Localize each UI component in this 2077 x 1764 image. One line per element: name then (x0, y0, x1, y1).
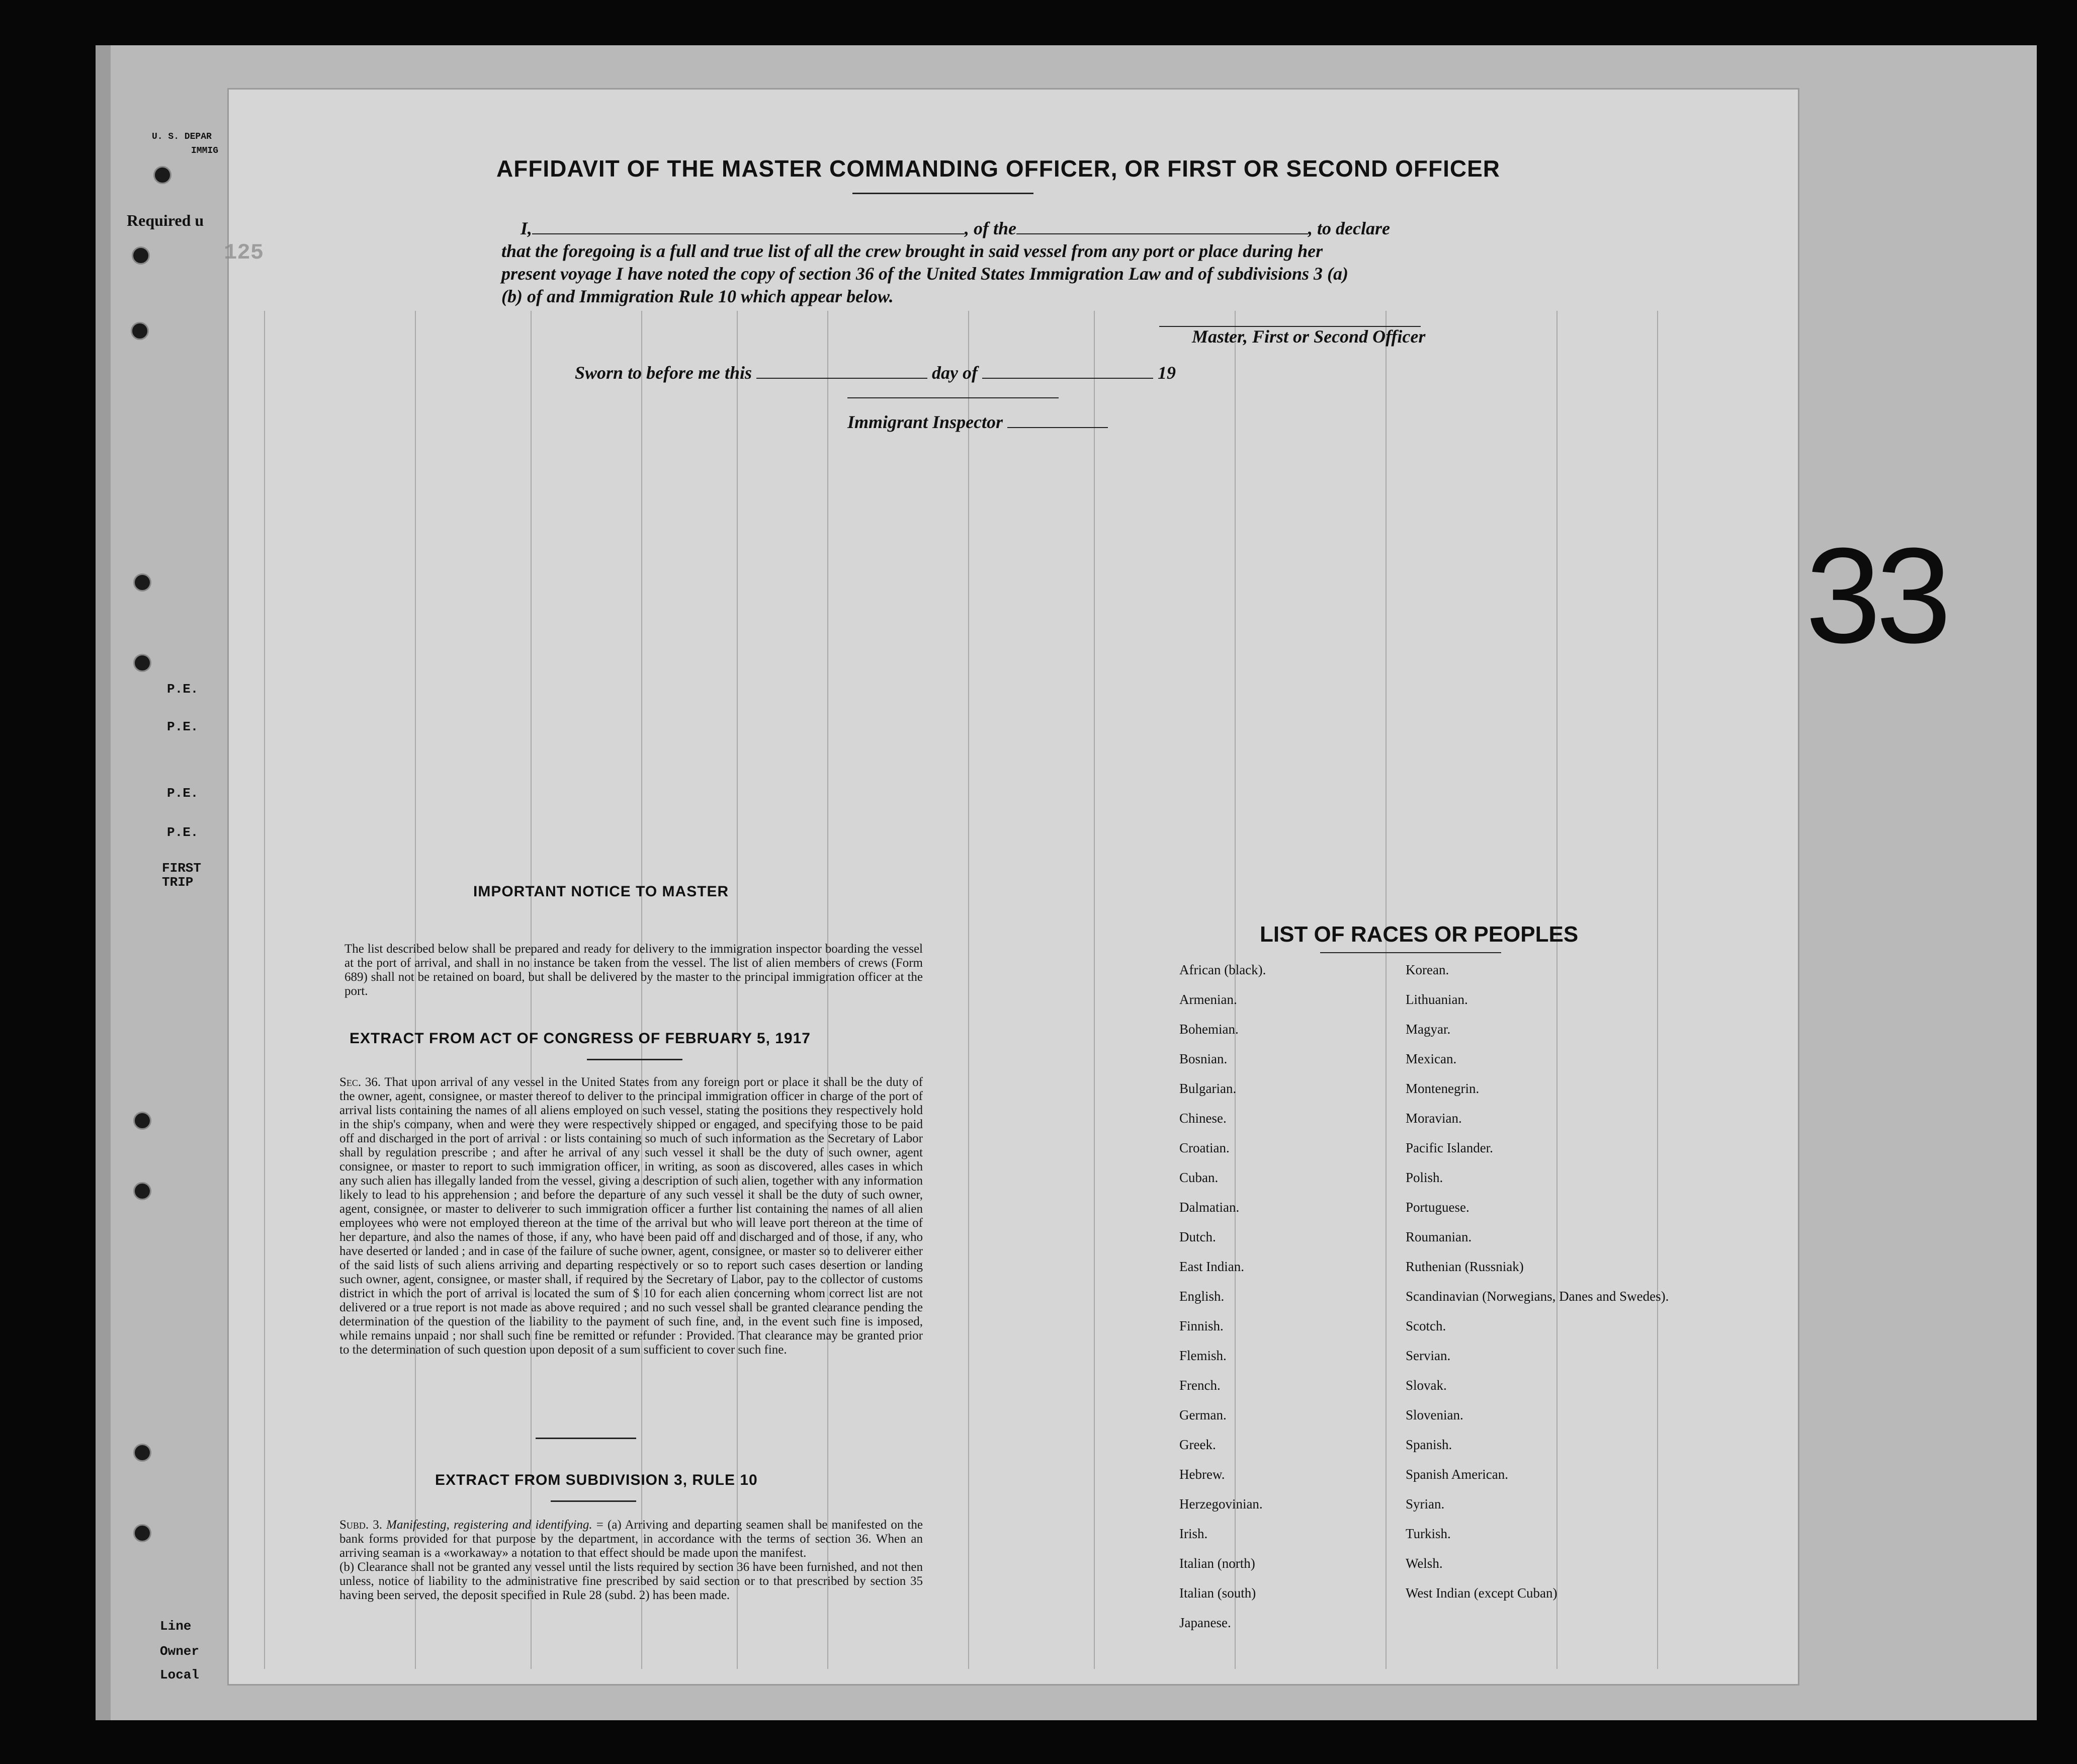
sworn-day-field[interactable] (756, 363, 927, 379)
inspector-label: Immigrant Inspector (847, 412, 1003, 432)
pe-label-3: P.E. (167, 786, 199, 801)
handwritten-page-number: 33 (1805, 520, 1947, 671)
sworn-month-field[interactable] (982, 363, 1153, 379)
race-item: English. (1179, 1289, 1225, 1304)
race-item: Greek. (1179, 1437, 1216, 1452)
rule-divider (536, 1438, 636, 1439)
of-the-text: , of the (965, 218, 1017, 238)
race-item: Croatian. (1179, 1140, 1230, 1155)
year-label: 19 (1158, 363, 1176, 383)
race-item: Scandinavian (Norwegians, Danes and Swedes). (1406, 1289, 1669, 1304)
master-signature-field[interactable] (1159, 311, 1421, 327)
sec-label: Sec. 36. (339, 1075, 381, 1089)
subd-title: Manifesting, registering and identifying. (386, 1518, 592, 1532)
race-item: Slovenian. (1406, 1407, 1463, 1422)
race-item: Finnish. (1179, 1318, 1224, 1333)
subd-label: Subd. 3. (339, 1518, 383, 1532)
act-body: That upon arrival of any vessel in the United States from any foreign port or place it shall be the duty of the owner, agent, consignee, or master thereof to deliver to the principal immigration officer in charge of the port of arrival lists containing the names of all aliens employed on such vessel, stating the positions they respectively hold in the ship's company, when and were they were respectively shipped or engaged, and specifying those to be paid off and discharged in the port of arrival : or lists containing so much of such information as the Secretary of Labor shall by regulation prescribe ; and after he arrival of any such vessel it shall be the duty of such owner, agent consignee, or master to report to such immigration officer, in writing, as soon as discovered, alles cases in which any such alien has illegally landed from the vessel, giving a description of such alien, together with any information likely to lead to his apprehension ; and before the departure of any such vessel it shall be the duty of such owner, agent, consignee, or master to deliverer to such immigration officer a further list containing the names of all alien employees who were not employed thereon at the time of the arrival but who will leave port thereon at the time of her departure, and also the names of those, if any, who have been paid off and discharged and of those, if any, who have deserted or landed ; and in case of the failure of suche owner, agent, consignee, or master so to deliverer either of the said lists of such aliens arriving and departing respectively or so to report such cases desertion or landing such owner, agent, consignee, or master shall, if required by the Secretary of Labor, pay to the collector of customs district in which the port of arrival is located the sum of $ 10 for each alien concerning whom correct list are not delivered or a true report is not made as above required ; and no such vessel shall be granted clearance pending the determination of the question of the liability to the payment of such fine, and, in the event such fine is imposed, while remains unpaid ; nor shall such fine be remitted or refunder : Provided. That clearance may be granted prior to the determination of such question upon deposit of a sum sufficient to cover such fine. (339, 1075, 923, 1357)
immig-label: IMMIG (191, 146, 219, 156)
sworn-line (575, 362, 1176, 383)
race-item: Spanish American. (1406, 1467, 1508, 1482)
required-label: Required u (127, 211, 204, 229)
race-item: Japanese. (1179, 1615, 1231, 1630)
punch-hole (132, 246, 150, 265)
race-item: Moravian. (1406, 1111, 1462, 1126)
race-item: Cuban. (1179, 1170, 1219, 1185)
punch-hole (133, 654, 151, 672)
punch-hole (131, 322, 149, 340)
notice-heading: IMPORTANT NOTICE TO MASTER (473, 883, 729, 900)
race-item: Bulgarian. (1179, 1081, 1237, 1096)
dept-label: U. S. DEPAR (152, 132, 212, 142)
title-rule (852, 193, 1033, 194)
rule-heading: EXTRACT FROM SUBDIVISION 3, RULE 10 (435, 1472, 758, 1488)
rule-text (339, 1518, 923, 1603)
bleed-number: 125 (224, 240, 264, 266)
owner-label: Owner (160, 1644, 200, 1659)
race-item: Montenegrin. (1406, 1081, 1480, 1096)
vessel-name-field[interactable] (1016, 218, 1308, 234)
race-item: Lithuanian. (1406, 992, 1468, 1007)
races-left-column (1179, 962, 1266, 1645)
race-item: Magyar. (1406, 1022, 1451, 1037)
race-item: Portuguese. (1406, 1200, 1469, 1215)
ruling-line (1094, 311, 1095, 1669)
ruling-line (968, 311, 969, 1669)
punch-hole (133, 1112, 151, 1130)
race-item: Hebrew. (1179, 1467, 1225, 1482)
race-item: Roumanian. (1406, 1229, 1472, 1244)
race-item: West Indian (except Cuban) (1406, 1585, 1557, 1601)
affidavit-line-3: present voyage I have noted the copy of section 36 of the United States Immigration Law and of subdivisions 3 (a) (501, 264, 1348, 284)
declarant-name-field[interactable] (532, 218, 965, 234)
punch-hole (133, 573, 151, 592)
pe-label-4: P.E. (167, 825, 199, 840)
races-right-column (1406, 962, 1669, 1615)
race-item: Italian (south) (1179, 1585, 1256, 1601)
affidavit-line-2: that the foregoing is a full and true list of all the crew brought in said vessel from any port or place during her (501, 241, 1323, 261)
race-item: Armenian. (1179, 992, 1237, 1007)
rule-heading-rule (551, 1500, 636, 1502)
race-item: Spanish. (1406, 1437, 1452, 1452)
affidavit-title: AFFIDAVIT OF THE MASTER COMMANDING OFFICER, OR FIRST OR SECOND OFFICER (496, 155, 1500, 182)
race-item: Irish. (1179, 1526, 1208, 1541)
race-item: Pacific Islander. (1406, 1140, 1493, 1155)
day-of-label: day of (932, 363, 978, 383)
inspector-signature-field[interactable] (1007, 412, 1108, 428)
race-item: Syrian. (1406, 1496, 1445, 1511)
race-item: Korean. (1406, 962, 1449, 977)
race-item: German. (1179, 1407, 1227, 1422)
race-item: French. (1179, 1378, 1221, 1393)
race-item: Italian (north) (1179, 1556, 1255, 1571)
affidavit-line-1 (521, 218, 1390, 239)
race-item: Turkish. (1406, 1526, 1451, 1541)
race-item: Servian. (1406, 1348, 1451, 1363)
rule-text-b: (b) Clearance shall not be granted any vessel until the lists required by section 36 have been furnished, and not then unless, notice of liability to the administrative fine prescribed by said section or to that prescribed by section 35 having been served, the deposit specified in Rule 28 (subd. 2) has been made. (339, 1560, 923, 1602)
affidavit-sheet (224, 90, 1798, 1684)
punch-hole (133, 1524, 151, 1542)
race-item: Polish. (1406, 1170, 1443, 1185)
sworn-label: Sworn to before me this (575, 363, 752, 383)
race-item: East Indian. (1179, 1259, 1244, 1274)
first-trip-label: FIRST TRIP (162, 861, 202, 890)
act-text (339, 1075, 923, 1357)
act-heading: EXTRACT FROM ACT OF CONGRESS OF FEBRUARY 5, 1917 (350, 1030, 811, 1047)
ruling-line (264, 311, 265, 1669)
race-item: Bosnian. (1179, 1051, 1228, 1066)
race-item: Welsh. (1406, 1556, 1443, 1571)
race-item: Dutch. (1179, 1229, 1216, 1244)
punch-hole (133, 1444, 151, 1462)
sworn-rule (847, 397, 1059, 398)
race-item: Mexican. (1406, 1051, 1457, 1066)
races-rule (1320, 952, 1501, 953)
races-heading: LIST OF RACES OR PEOPLES (1260, 922, 1579, 947)
race-item: Flemish. (1179, 1348, 1227, 1363)
declarant-prefix: I, (521, 218, 533, 238)
line-label: Line (160, 1619, 192, 1634)
punch-hole (133, 1182, 151, 1200)
inspector-line (847, 411, 1108, 433)
pe-label-1: P.E. (167, 682, 199, 697)
race-item: Herzegovinian. (1179, 1496, 1263, 1511)
punch-hole (153, 166, 171, 184)
notice-text: The list described below shall be prepared and ready for delivery to the immigration inspector boarding the vessel at the port of arrival, and shall in no instance be taken from the vessel. The list of alien members of crews (Form 689) shall not be retained on board, but shall be delivered by the master to the principal immigration officer at the port. (344, 942, 923, 998)
local-label: Local (160, 1667, 200, 1683)
race-item: Chinese. (1179, 1111, 1227, 1126)
to-declare-text: , to declare (1308, 218, 1390, 238)
signer-label: Master, First or Second Officer (1192, 326, 1426, 347)
pe-label-2: P.E. (167, 719, 199, 734)
race-item: Bohemian. (1179, 1022, 1239, 1037)
race-item: Dalmatian. (1179, 1200, 1240, 1215)
affidavit-line-4: (b) of and Immigration Rule 10 which appear below. (501, 286, 894, 306)
rule-text-a: = (a) Arriving and departing seamen shall be manifested on the bank forms provided for that purpose by the department, in accordance with the terms of section 36. When an arriving seaman is a «workaway» a notation to that effect should be made upon the manifest. (339, 1518, 923, 1560)
act-rule (587, 1059, 682, 1060)
race-item: Scotch. (1406, 1318, 1446, 1333)
race-item: African (black). (1179, 962, 1266, 977)
race-item: Slovak. (1406, 1378, 1447, 1393)
ruling-line (1386, 311, 1387, 1669)
race-item: Ruthenian (Russniak) (1406, 1259, 1524, 1274)
